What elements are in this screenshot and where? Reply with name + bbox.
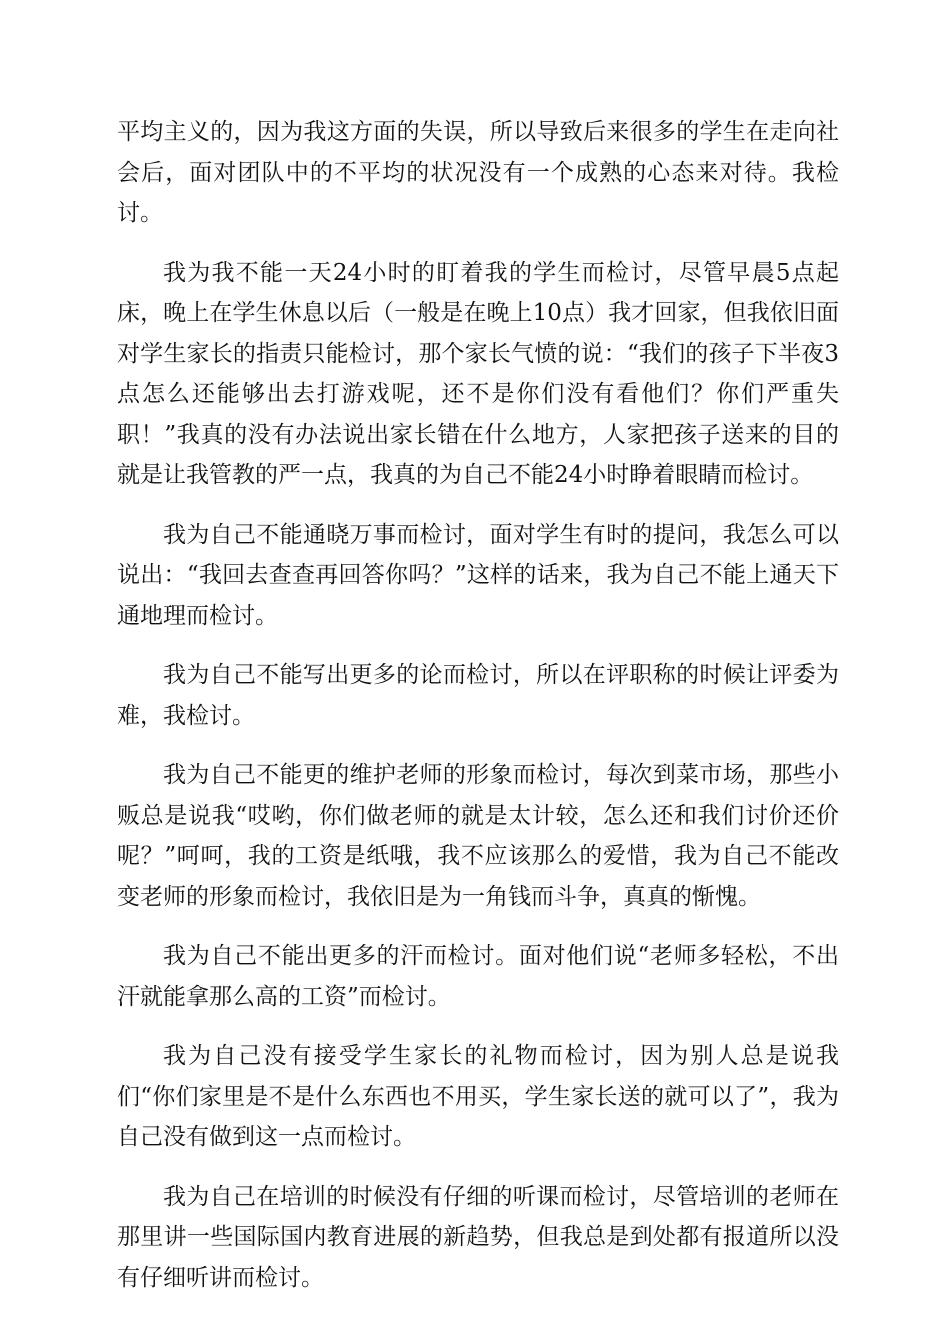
paragraph-6: 我为自己不能出更多的汗而检讨。面对他们说“老师多轻松，不出汗就能拿那么高的工资”而检讨。	[117, 943, 839, 1010]
paragraph-8: 我为自己在培训的时候没有仔细的听课而检讨，尽管培训的老师在那里讲一些国际国内教育进展的新趋势，但我总是到处都有报道所以没有仔细听讲而检讨。	[117, 1183, 839, 1291]
document-body	[117, 112, 839, 1317]
paragraph-4: 我为自己不能写出更多的论而检讨，所以在评职称的时候让评委为难，我检讨。	[117, 662, 839, 729]
paragraph-2: 我为我不能一天24小时的盯着我的学生而检讨，尽管早晨5点起床，晚上在学生休息以后（一般是在晚上10点）我才回家，但我依旧面对学生家长的指责只能检讨，那个家长气愤的说：“我们的孩子下半夜3点怎么还能够出去打游戏呢，还不是你们没有看他们？你们严重失职！”我真的没有办法说出家长错在什么地方，人家把孩子送来的目的就是让我管教的严一点，我真的为自己不能24小时睁着眼睛而检讨。	[117, 259, 839, 488]
paragraph-7: 我为自己没有接受学生家长的礼物而检讨，因为别人总是说我们“你们家里是不是什么东西也不用买，学生家长送的就可以了”，我为自己没有做到这一点而检讨。	[117, 1043, 839, 1150]
paragraph-3: 我为自己不能通晓万事而检讨，面对学生有时的提问，我怎么可以说出：“我回去查查再回答你吗？”这样的话来，我为自己不能上通天下通地理而检讨。	[117, 521, 839, 629]
paragraph-1: 平均主义的，因为我这方面的失误，所以导致后来很多的学生在走向社会后，面对团队中的不平均的状况没有一个成熟的心态来对待。我检讨。	[117, 119, 839, 226]
paragraph-5: 我为自己不能更的维护老师的形象而检讨，每次到菜市场，那些小贩总是说我“哎哟，你们做老师的就是太计较，怎么还和我们讨价还价呢？”呵呵，我的工资是纸哦，我不应该那么的爱惜，我为自己不能改变老师的形象而检讨，我依旧是为一角钱而斗争，真真的惭愧。	[117, 762, 839, 910]
